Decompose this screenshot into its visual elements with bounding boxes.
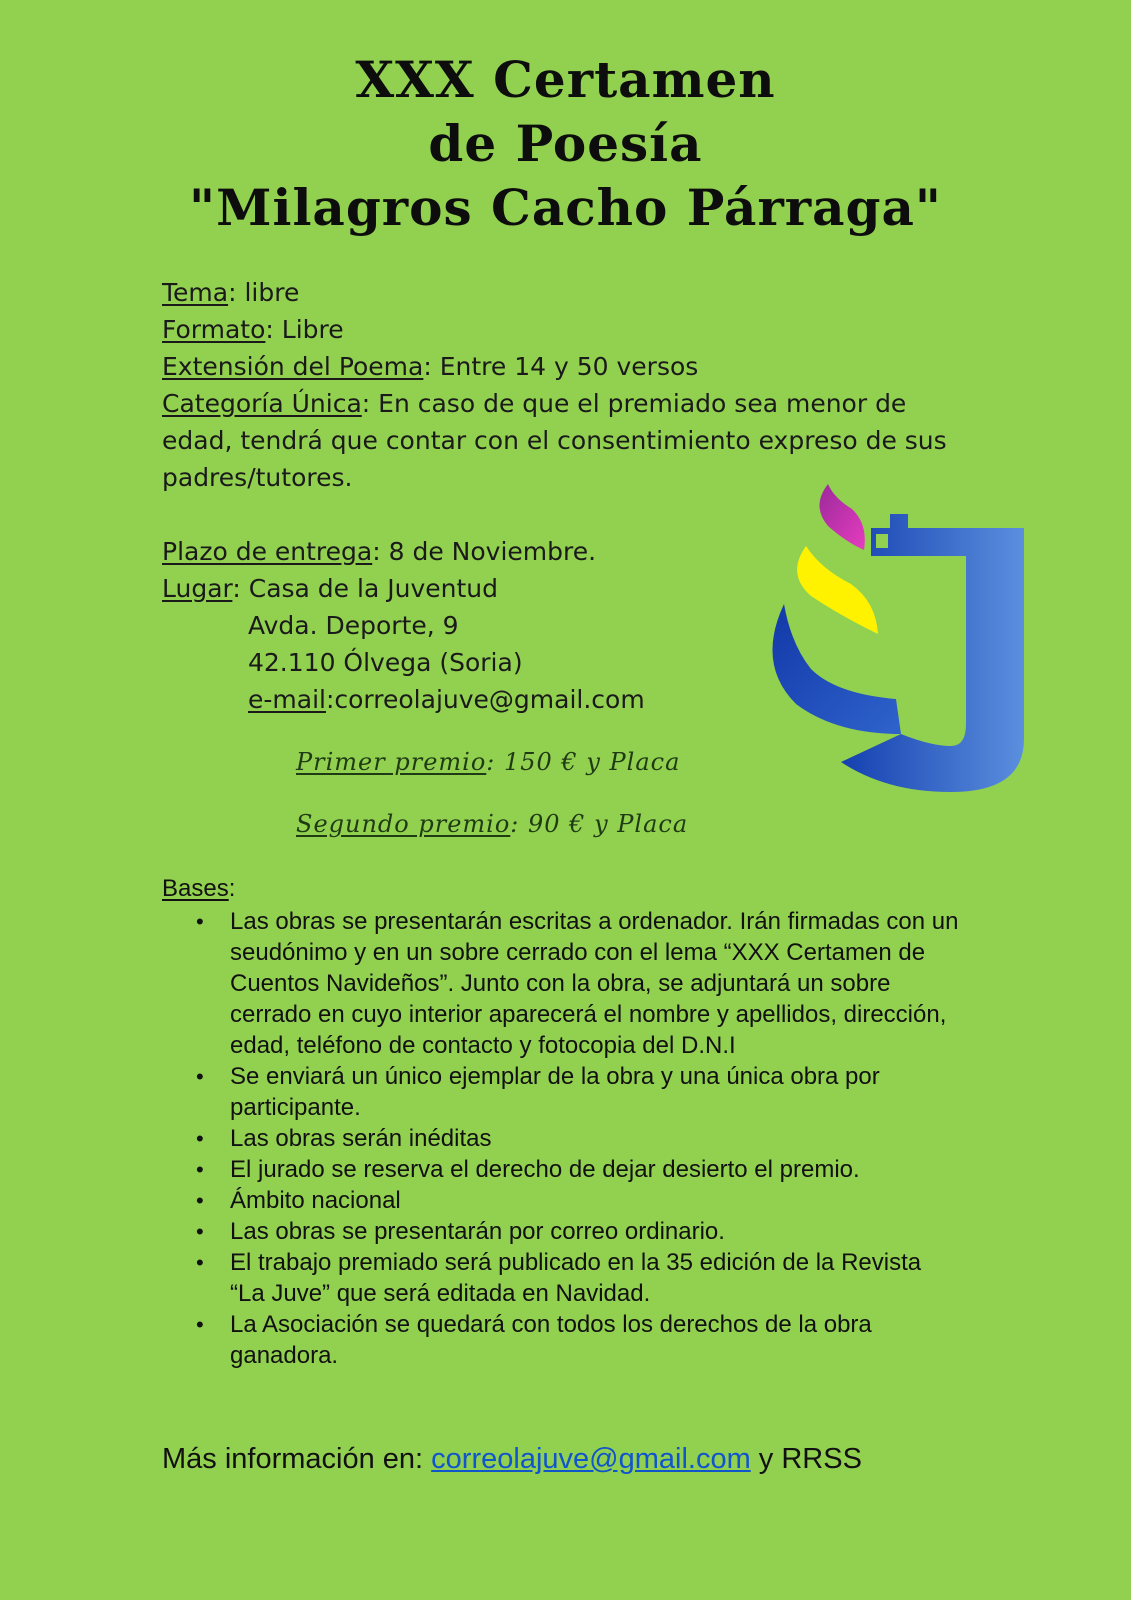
extension-line [162, 348, 962, 385]
categoria-line [162, 385, 962, 496]
bases-label: Bases [162, 875, 229, 902]
email-link[interactable]: correolajuve@gmail.com [431, 1443, 751, 1475]
j-shape [841, 514, 1024, 792]
magenta-flame [820, 484, 865, 550]
bases-item: • El trabajo premiado será publicado en la 35 edición de la Revista “La Juve” que será editada en Navidad. [230, 1247, 962, 1309]
email-label: e-mail [248, 685, 326, 714]
bases-list [162, 906, 962, 1371]
plazo-label: Plazo de entrega [162, 537, 373, 566]
bases-item: • Las obras se presentarán por correo ordinario. [230, 1216, 962, 1247]
title-line-2: de Poesía [428, 114, 703, 173]
email-value: :correolajuve@gmail.com [325, 685, 645, 714]
first-prize [296, 748, 680, 776]
extension-label: Extensión del Poema [162, 352, 424, 381]
bases-item: • Las obras serán inéditas [230, 1123, 962, 1154]
first-prize-label: Primer premio [296, 748, 487, 776]
bases-colon: : [228, 875, 236, 902]
second-prize-label: Segundo premio [296, 810, 511, 838]
more-info [162, 1441, 1062, 1477]
address-line-2: 42.110 Ólvega (Soria) [248, 648, 523, 677]
bases-heading [162, 873, 962, 904]
tower-notch [876, 534, 888, 548]
more-info-prefix: Más información en: [162, 1443, 432, 1475]
bases-item: • Se enviará un único ejemplar de la obra y una única obra por participante. [230, 1061, 962, 1123]
extension-value: : Entre 14 y 50 versos [423, 352, 699, 381]
lugar-value: : Casa de la Juventud [232, 574, 498, 603]
formato-line [162, 311, 962, 348]
la-juve-logo-icon [766, 484, 1026, 794]
first-prize-value: : 150 € y Placa [486, 748, 681, 776]
bases-item: • El jurado se reserva el derecho de dejar desierto el premio. [230, 1154, 962, 1185]
bases-item: • La Asociación se quedará con todos los derechos de la obra ganadora. [230, 1309, 962, 1371]
poster-title [0, 48, 1131, 240]
more-info-suffix: y RRSS [750, 1443, 862, 1475]
address-line-1: Avda. Deporte, 9 [248, 611, 459, 640]
lugar-label: Lugar [162, 574, 233, 603]
formato-label: Formato [162, 315, 266, 344]
tema-line [162, 274, 962, 311]
tema-value: : libre [228, 278, 300, 307]
second-prize-value: : 90 € y Placa [510, 810, 689, 838]
second-prize [296, 810, 688, 838]
title-line-3: "Milagros Cacho Párraga" [189, 178, 942, 237]
formato-value: : Libre [265, 315, 344, 344]
yellow-flame [797, 546, 878, 634]
tema-label: Tema [162, 278, 229, 307]
bases-item: • Ámbito nacional [230, 1185, 962, 1216]
blue-flame [772, 604, 901, 734]
bases-section [162, 873, 962, 1371]
plazo-value: : 8 de Noviembre. [372, 537, 597, 566]
bases-item: • Las obras se presentarán escritas a ordenador. Irán firmadas con un seudónimo y en un sobre cerrado con el lema “XXX Certamen de Cuentos Navideños”. Junto con la obra, se adjuntará un sobre cerrado en cuyo interior aparecerá el nombre y apellidos, dirección, edad, teléfono de contacto y fotocopia del D.N.I [230, 906, 962, 1061]
categoria-label: Categoría Única [162, 389, 362, 418]
title-line-1: XXX Certamen [355, 50, 776, 109]
categoria-value: : En caso de que el premiado sea menor de edad, tendrá que contar con el consentimiento expreso de sus padres/tutores. [162, 389, 947, 492]
